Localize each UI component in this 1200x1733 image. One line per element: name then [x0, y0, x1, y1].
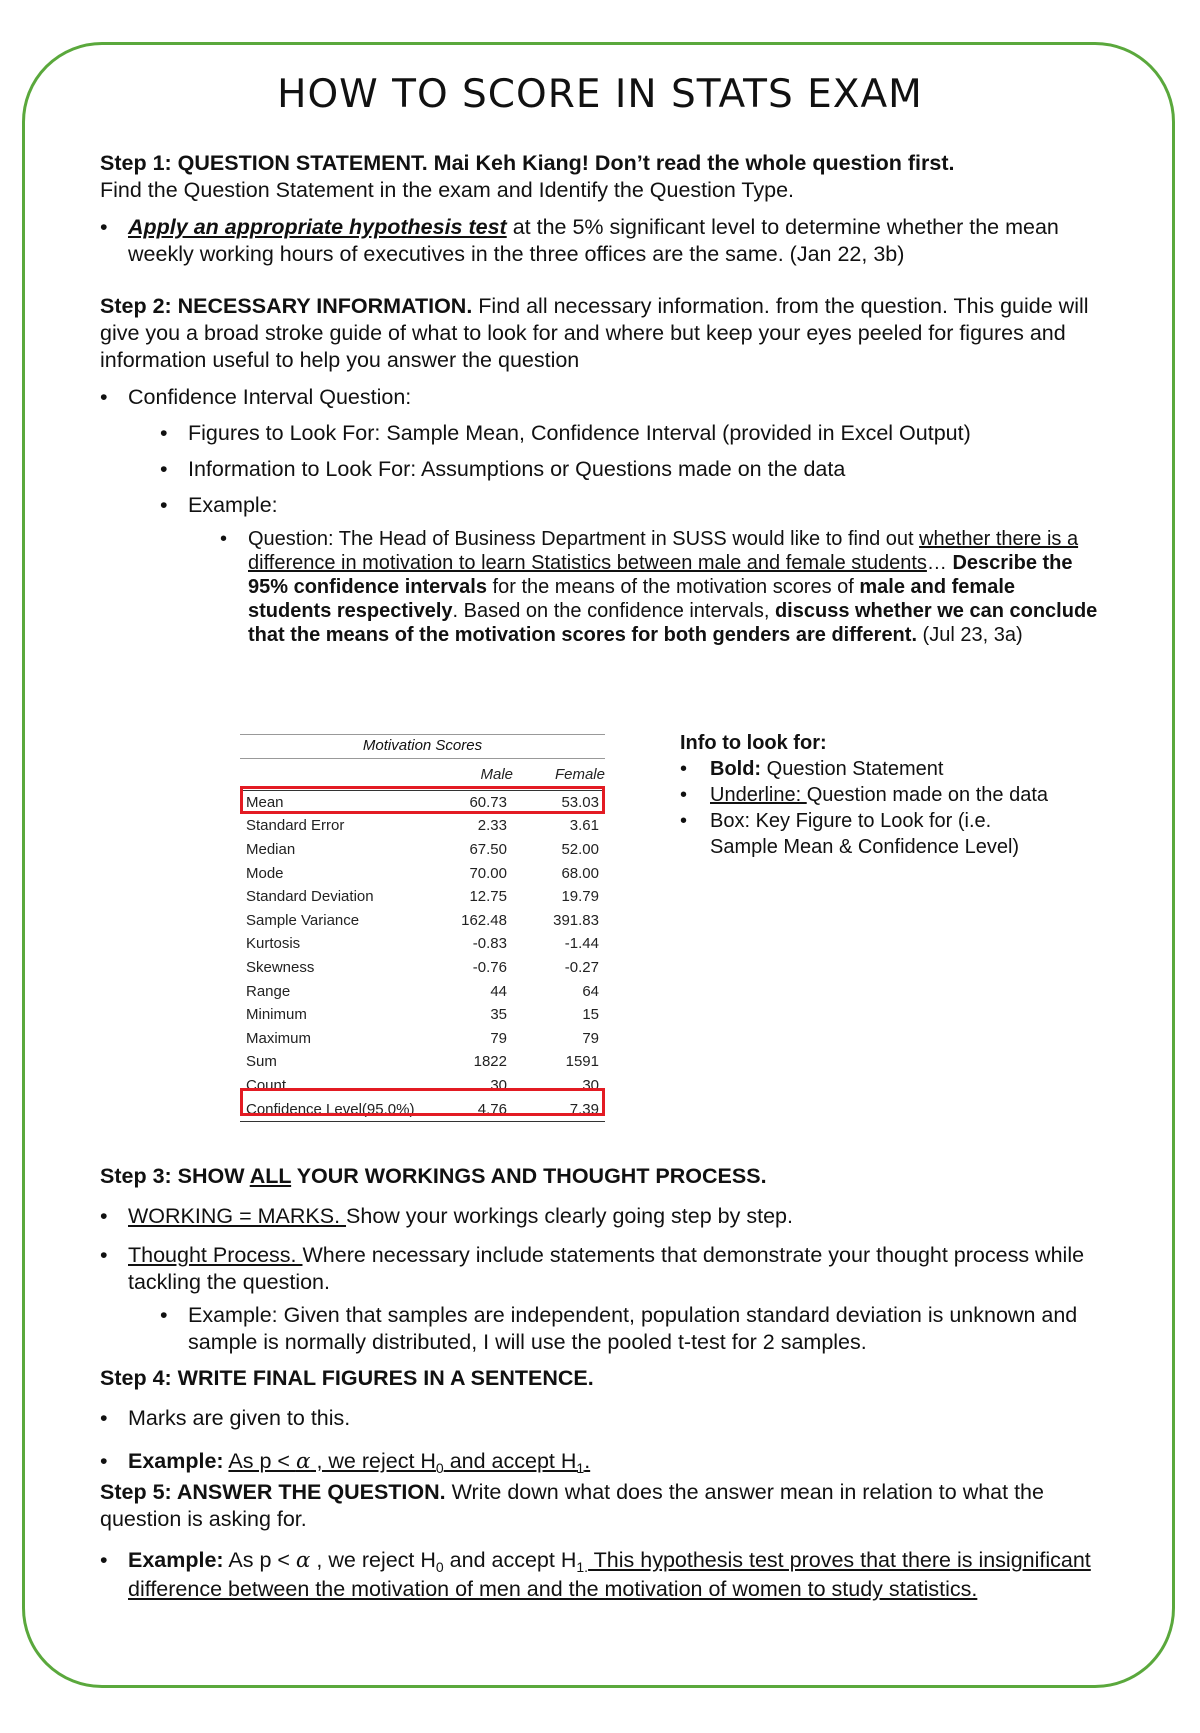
guide-content	[100, 150, 1100, 656]
confidence-highlight-box	[240, 1088, 605, 1116]
table-row	[240, 838, 605, 862]
step3-heading: Step 3: SHOW ALL YOUR WORKINGS AND THOUGHT PROCESS.	[100, 1164, 767, 1188]
cell-female: 68.00	[561, 864, 599, 882]
cell-label: Mean	[246, 793, 284, 811]
cell-male: 35	[490, 1006, 507, 1024]
cell-male: 12.75	[469, 888, 507, 906]
cell-female: 3.61	[569, 817, 599, 835]
info-bold: • Bold: Question Statement	[680, 756, 1050, 782]
step4-heading: Step 4: WRITE FINAL FIGURES IN A SENTENCE.	[100, 1366, 594, 1390]
cell-male: 70.00	[469, 864, 507, 882]
cell-male: 162.48	[461, 911, 507, 929]
cell-male: 79	[490, 1029, 507, 1047]
table-row	[240, 956, 605, 980]
cell-female: 30	[582, 1077, 599, 1095]
step1-heading: Step 1: QUESTION STATEMENT. Mai Keh Kiang! Don’t read the whole question first.	[100, 151, 955, 175]
step2-bullet: • Confidence Interval Question: • Figures to Look For: Sample Mean, Confidence Interval (provided in Excel Output) • Information to Look For: Assumptions or Questions made on the data • Example: • Question: The Head of Business Department in SUSS would like to find out whether there is a difference in motivation to learn Statistics between male and female students… Describe the 95% confidence intervals for the means of the motivation scores of male and female students respectively. Based on the confidence intervals, discuss whether we can conclude that the means of the motivation scores for both genders are different. (Jul 23, 3a)	[100, 384, 1100, 647]
cell-male: 44	[490, 982, 507, 1000]
table-row	[240, 1050, 605, 1074]
cell-female: 19.79	[561, 888, 599, 906]
step4-bullet1: • Marks are given to this.	[100, 1405, 1100, 1432]
step2-sub3: • Example: • Question: The Head of Business Department in SUSS would like to find out whether there is a difference in motivation to learn Statistics between male and female students… Describe the 95% confidence intervals for the means of the motivation scores of male and female students respectively. Based on the confidence intervals, discuss whether we can conclude that the means of the motivation scores for both genders are different. (Jul 23, 3a)	[100, 492, 1100, 647]
cell-label: Minimum	[246, 1006, 307, 1024]
table-row	[240, 861, 605, 885]
info-box: • Box: Key Figure to Look for (i.e. Sample Mean & Confidence Level)	[680, 808, 1050, 860]
step1-text: Find the Question Statement in the exam and Identify the Question Type.	[100, 178, 794, 202]
step5-example: • Example: As p < α , we reject $H_0$ and accept $H_{1.}$ This hypothesis test proves that there is insignificant difference between the motivation of men and the motivation of women to study statistics.	[100, 1547, 1100, 1603]
cell-label: Standard Deviation	[246, 888, 374, 906]
table-row	[240, 909, 605, 933]
cell-label: Median	[246, 841, 296, 859]
table-row	[240, 1003, 605, 1027]
page-title: HOW TO SCORE IN STATS EXAM	[277, 72, 923, 117]
table-title: Motivation Scores	[240, 734, 605, 759]
step5-paragraph: Step 5: ANSWER THE QUESTION. Write down what does the answer mean in relation to what the question is asking for.	[100, 1480, 1044, 1531]
cell-label: Kurtosis	[246, 935, 301, 953]
cell-label: Mode	[246, 864, 284, 882]
step4-example: • Example: As p < α , we reject $H_0$ and accept $H_1$.	[100, 1448, 1100, 1477]
step2-paragraph: Step 2: NECESSARY INFORMATION. Find all necessary information. from the question. This guide will give you a broad stroke guide of what to look for and where but keep your eyes peeled for figures and information useful to help you answer the question	[100, 294, 1089, 372]
table-row	[240, 814, 605, 838]
steps-3-5	[100, 1163, 1100, 1603]
cell-female: 53.03	[561, 793, 599, 811]
motivation-scores-table	[240, 734, 605, 1122]
col-female: Female	[513, 759, 605, 790]
cell-female: 52.00	[561, 841, 599, 859]
table-row	[240, 1027, 605, 1051]
table-row	[240, 979, 605, 1003]
cell-female: 64	[582, 982, 599, 1000]
cell-male: -0.76	[472, 959, 507, 977]
table-row	[240, 932, 605, 956]
table-body	[240, 790, 605, 1121]
step3-bullet1: • WORKING = MARKS. Show your workings clearly going step by step.	[100, 1203, 1100, 1230]
cell-male: 1822	[473, 1053, 507, 1071]
mean-highlight-box	[240, 786, 605, 814]
cell-label: Range	[246, 982, 291, 1000]
cell-female: 391.83	[553, 911, 599, 929]
info-underline: • Underline: Question made on the data	[680, 782, 1050, 808]
cell-label: Skewness	[246, 959, 315, 977]
cell-female: 79	[582, 1029, 599, 1047]
cell-female: -1.44	[564, 935, 599, 953]
info-heading: Info to look for:	[680, 732, 827, 754]
step2-sub1: • Figures to Look For: Sample Mean, Confidence Interval (provided in Excel Output)	[100, 420, 1100, 447]
cell-label: Count	[246, 1077, 287, 1095]
step3-example: • Example: Given that samples are independent, population standard deviation is unknown and sample is normally distributed, I will use the pooled t-test for 2 samples.	[100, 1302, 1100, 1356]
table-row	[240, 885, 605, 909]
cell-male: -0.83	[472, 935, 507, 953]
step2-sub2: • Information to Look For: Assumptions or Questions made on the data	[100, 456, 1100, 483]
cell-male: 4.76	[421, 1097, 513, 1121]
cell-male: 67.50	[469, 841, 507, 859]
cell-female: 15	[582, 1006, 599, 1024]
cell-label: Sum	[246, 1053, 277, 1071]
info-legend	[680, 730, 1050, 860]
cell-label: Standard Error	[246, 817, 345, 835]
cell-label: Confidence Level(95.0%)	[240, 1097, 421, 1121]
cell-female: 7.39	[513, 1097, 605, 1121]
col-male: Male	[421, 759, 513, 790]
cell-male: 30	[490, 1077, 507, 1095]
cell-female: -0.27	[564, 959, 599, 977]
cell-male: 2.33	[477, 817, 507, 835]
step1-example: • Apply an appropriate hypothesis test at the 5% significant level to determine whether the mean weekly working hours of executives in the three offices are the same. (Jan 22, 3b)	[100, 214, 1100, 268]
cell-female: 1591	[565, 1053, 599, 1071]
cell-label: Sample Variance	[246, 911, 360, 929]
step3-bullet2: • Thought Process. Where necessary include statements that demonstrate your thought process while tackling the question. • Example: Given that samples are independent, population standard deviation is unknown and sample is normally distributed, I will use the pooled t-test for 2 samples.	[100, 1242, 1100, 1356]
cell-male: 60.73	[469, 793, 507, 811]
step2-question: • Question: The Head of Business Department in SUSS would like to find out whether there is a difference in motivation to learn Statistics between male and female students… Describe the 95% confidence intervals for the means of the motivation scores of male and female students respectively. Based on the confidence intervals, discuss whether we can conclude that the means of the motivation scores for both genders are different. (Jul 23, 3a)	[100, 527, 1100, 647]
cell-label: Maximum	[246, 1029, 312, 1047]
